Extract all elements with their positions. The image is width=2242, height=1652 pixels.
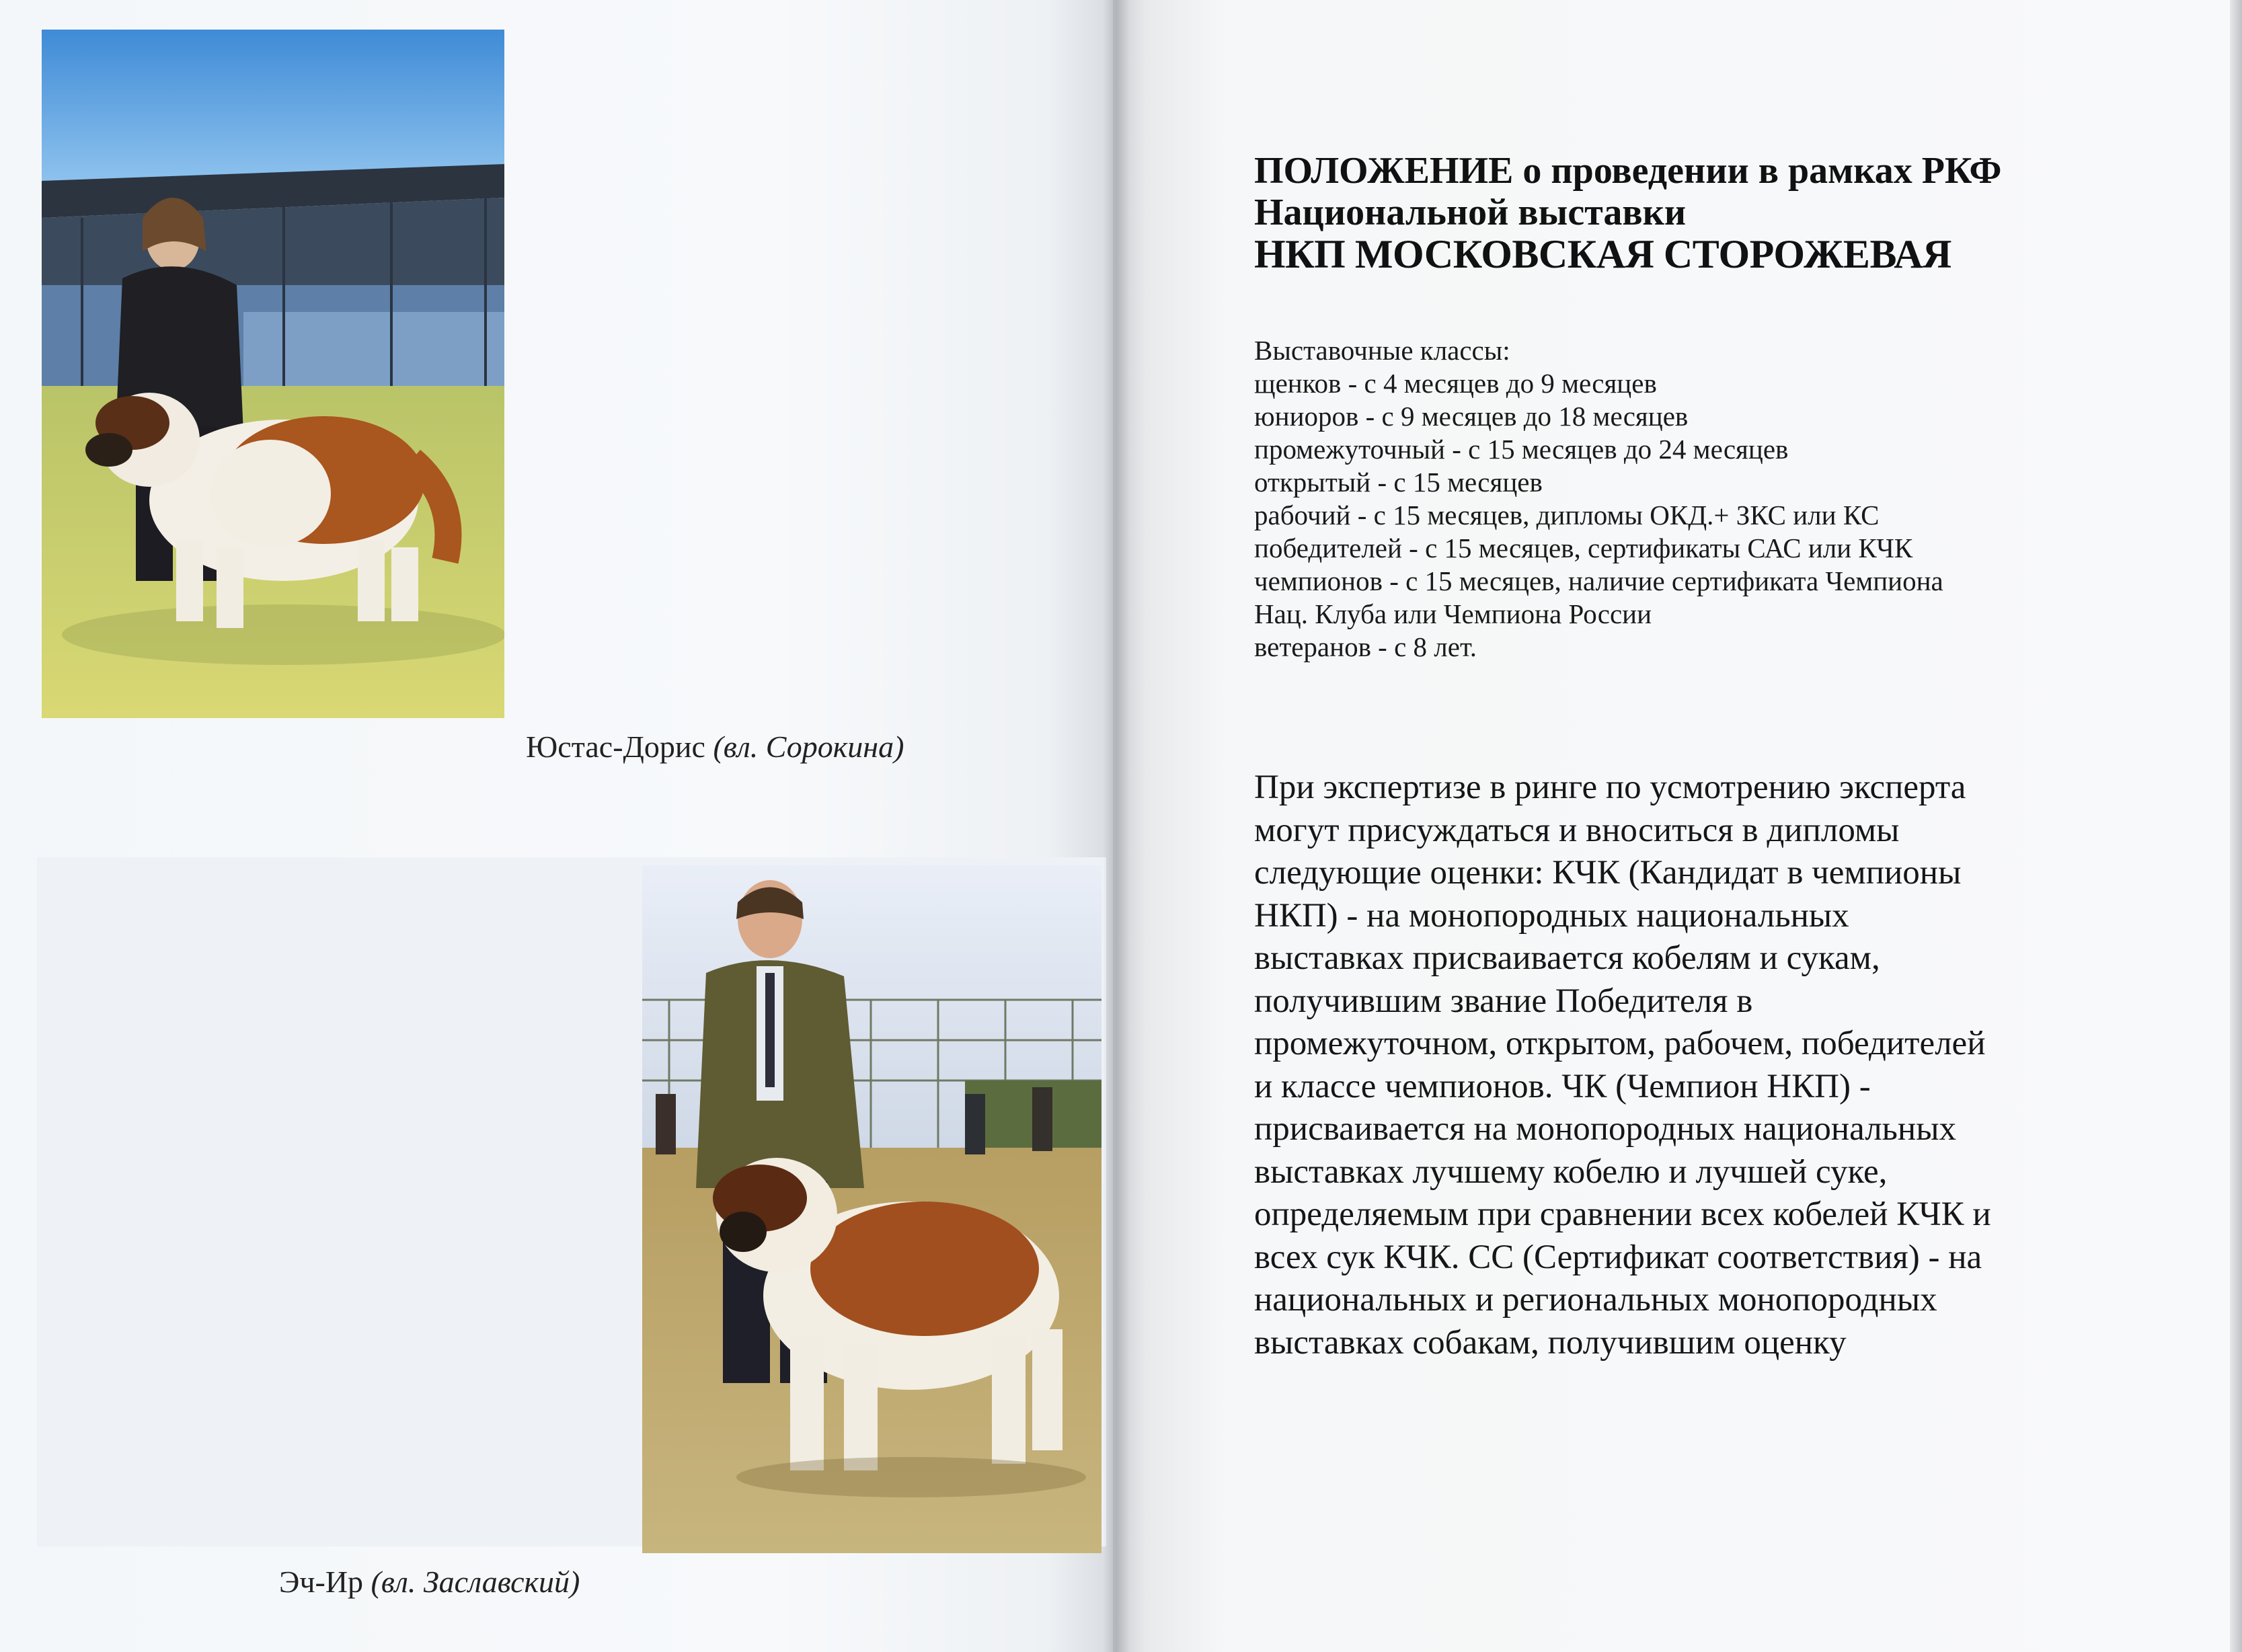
paragraph-line: выставках присваивается кобелям и сукам,	[1254, 939, 1880, 977]
paragraph-line: НКП) - на монопородных национальных	[1254, 896, 1849, 935]
dog-photo-field	[642, 865, 1101, 1553]
show-classes-list	[1254, 334, 1943, 664]
class-item: чемпионов - с 15 месяцев, наличие сертификата Чемпиона	[1254, 565, 1943, 596]
photo-2-caption	[279, 1567, 580, 1598]
dog-photo-stadium	[42, 30, 504, 718]
left-page	[0, 0, 1113, 1652]
regulation-heading	[1254, 150, 2001, 275]
heading-line: ПОЛОЖЕНИЕ о проведении в рамках РКФ	[1254, 150, 2002, 192]
dog-photo-field-image	[642, 865, 1101, 1553]
paragraph-line: следующие оценки: КЧК (Кандидат в чемпионы	[1254, 854, 1962, 892]
paragraph-line: выставках собакам, получившим оценку	[1254, 1323, 1847, 1362]
class-item: ветеранов - с 8 лет.	[1254, 631, 1477, 662]
paragraph-line: присваивается на монопородных национальных	[1254, 1110, 1956, 1148]
paragraph-line: выставках лучшему кобелю и лучшей суке,	[1254, 1152, 1888, 1191]
class-item: щенков - с 4 месяцев до 9 месяцев	[1254, 368, 1657, 399]
paragraph-line: могут присуждаться и вноситься в дипломы	[1254, 811, 1900, 849]
heading-line: Национальной выставки	[1254, 192, 1687, 233]
paragraph-line: национальных и региональных монопородных	[1254, 1281, 1937, 1319]
class-item: рабочий - с 15 месяцев, дипломы ОКД.+ ЗКС или КС	[1254, 500, 1880, 530]
owner-name: (вл. Сорокина)	[713, 730, 904, 764]
class-item: открытый - с 15 месяцев	[1254, 467, 1543, 498]
dog-name: Эч-Ир	[279, 1565, 364, 1599]
class-item: юниоров - с 9 месяцев до 18 месяцев	[1254, 401, 1689, 432]
page-edge	[2230, 0, 2242, 1652]
dog-photo-stadium-image	[42, 30, 504, 718]
book-gutter	[1103, 0, 1130, 1652]
class-item: Нац. Клуба или Чемпиона России	[1254, 598, 1652, 629]
paragraph-line: получившим звание Победителя в	[1254, 982, 1753, 1020]
class-item: промежуточный - с 15 месяцев до 24 месяцев	[1254, 434, 1789, 465]
dog-name: Юстас-Дорис	[526, 730, 705, 764]
paragraph-line: и классе чемпионов. ЧК (Чемпион НКП) -	[1254, 1067, 1871, 1105]
paragraph-line: промежуточном, открытом, рабочем, победителей	[1254, 1025, 1986, 1062]
owner-name: (вл. Заславский)	[371, 1565, 580, 1599]
classes-title: Выставочные классы:	[1254, 335, 1510, 366]
heading-line: НКП МОСКОВСКАЯ СТОРОЖЕВАЯ	[1254, 232, 1951, 276]
class-item: победителей - с 15 месяцев, сертификаты САС или КЧК	[1254, 533, 1913, 563]
evaluation-paragraph	[1254, 766, 1991, 1364]
paragraph-line: определяемым при сравнении всех кобелей КЧК и	[1254, 1195, 1991, 1233]
paragraph-line: При экспертизе в ринге по усмотрению эксперта	[1254, 769, 1966, 806]
photo-1-caption	[526, 732, 904, 762]
paragraph-line: всех сук КЧК. СС (Сертификат соответствия) - на	[1254, 1238, 1982, 1276]
